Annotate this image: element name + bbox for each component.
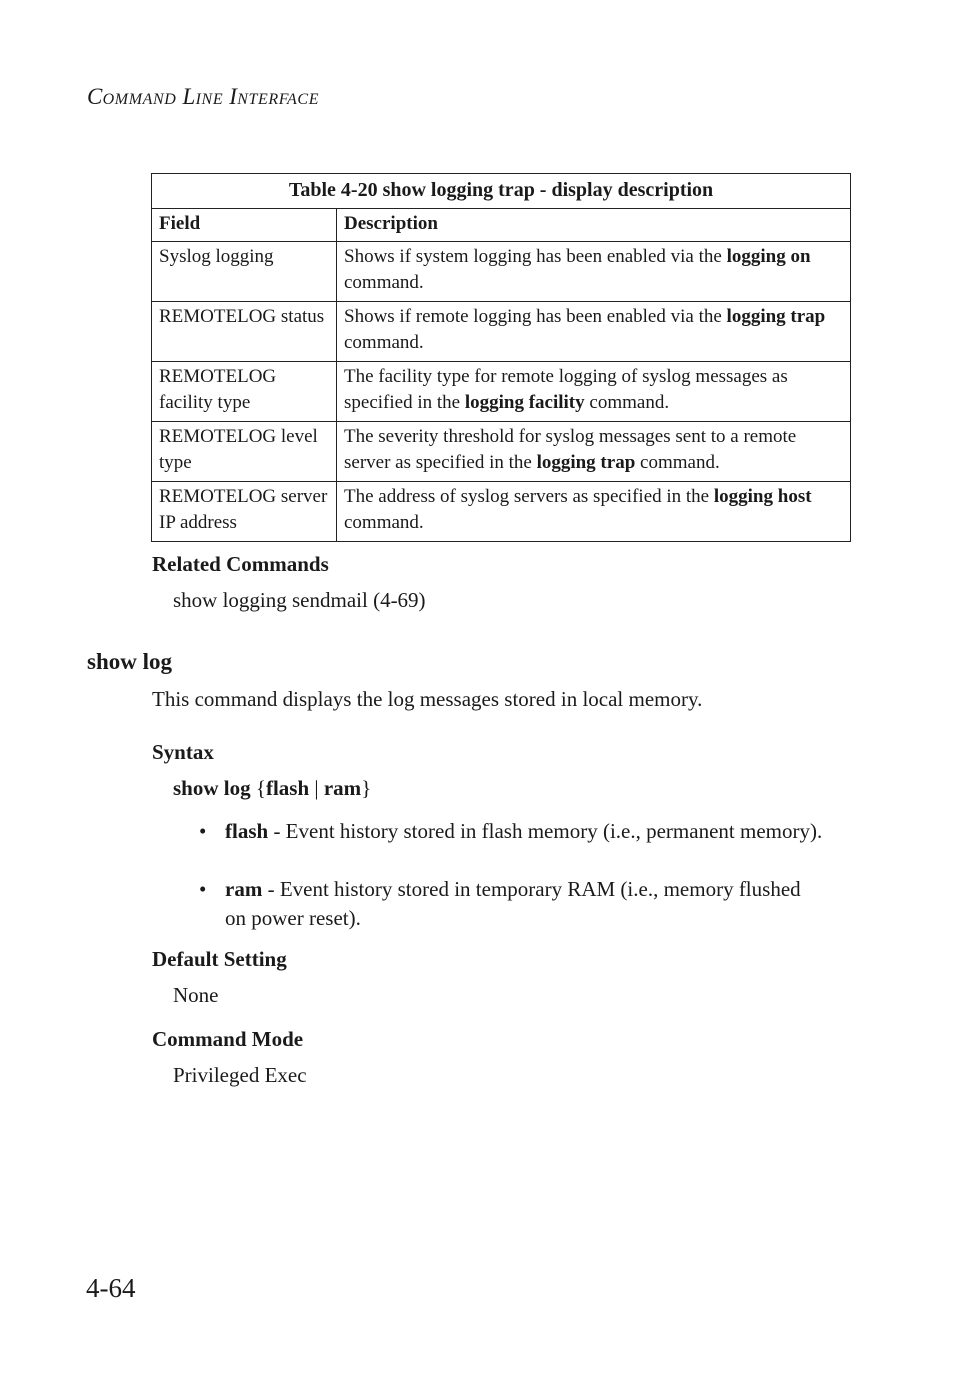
table-header-field: Field bbox=[152, 209, 337, 242]
running-header-word-3: INTERFACE bbox=[229, 84, 320, 109]
param-name: ram bbox=[225, 877, 263, 901]
syntax-option-ram: ram bbox=[323, 776, 362, 800]
description-cell: The facility type for remote logging of syslog messages as specified in the logging facility command. bbox=[337, 362, 851, 422]
running-header-word-2: LINE bbox=[182, 84, 224, 109]
bullet-icon: • bbox=[199, 877, 207, 901]
syntax-line: show log {flash | ram} bbox=[173, 776, 372, 800]
page-number: 4-64 bbox=[86, 1273, 136, 1303]
default-setting-value: None bbox=[173, 983, 219, 1007]
table-row bbox=[152, 242, 851, 302]
running-header bbox=[87, 84, 319, 110]
param-name: flash bbox=[225, 819, 269, 843]
description-cell: Shows if remote logging has been enabled via the logging trap command. bbox=[337, 302, 851, 362]
description-cell: Shows if system logging has been enabled via the logging on command. bbox=[337, 242, 851, 302]
bullet-icon: • bbox=[199, 819, 207, 843]
command-description: This command displays the log messages stored in local memory. bbox=[152, 687, 703, 711]
description-cell: The severity threshold for syslog messages sent to a remote server as specified in the logging trap command. bbox=[337, 422, 851, 482]
param-text: - Event history stored in flash memory (i.e., permanent memory). bbox=[268, 819, 823, 843]
default-setting-heading: Default Setting bbox=[152, 947, 287, 971]
table-header-description: Description bbox=[337, 209, 851, 242]
field-cell: Syslog logging bbox=[152, 242, 337, 302]
syntax-command: show log bbox=[173, 776, 251, 800]
param-text: - Event history stored in temporary RAM (i.e., memory flushed on power reset). bbox=[225, 877, 801, 930]
description-cell: The address of syslog servers as specified in the logging host command. bbox=[337, 482, 851, 542]
field-cell: REMOTELOG status bbox=[152, 302, 337, 362]
related-commands-heading: Related Commands bbox=[152, 552, 329, 576]
related-commands-text: show logging sendmail (4-69) bbox=[173, 588, 426, 612]
syntax-heading: Syntax bbox=[152, 740, 214, 764]
table-row bbox=[152, 482, 851, 542]
display-description-table bbox=[151, 173, 851, 542]
field-cell: REMOTELOG level type bbox=[152, 422, 337, 482]
table-row bbox=[152, 422, 851, 482]
field-cell: REMOTELOG server IP address bbox=[152, 482, 337, 542]
table-caption: Table 4-20 show logging trap - display description bbox=[152, 174, 851, 209]
command-mode-value: Privileged Exec bbox=[173, 1063, 307, 1087]
running-header-word-1: COMMAND bbox=[87, 84, 177, 109]
section-title: show log bbox=[87, 649, 172, 674]
list-item bbox=[199, 817, 825, 846]
command-mode-heading: Command Mode bbox=[152, 1027, 304, 1051]
list-item bbox=[199, 875, 825, 933]
table-row bbox=[152, 302, 851, 362]
field-cell: REMOTELOG facility type bbox=[152, 362, 337, 422]
table-row bbox=[152, 362, 851, 422]
syntax-option-flash: flash bbox=[265, 776, 310, 800]
